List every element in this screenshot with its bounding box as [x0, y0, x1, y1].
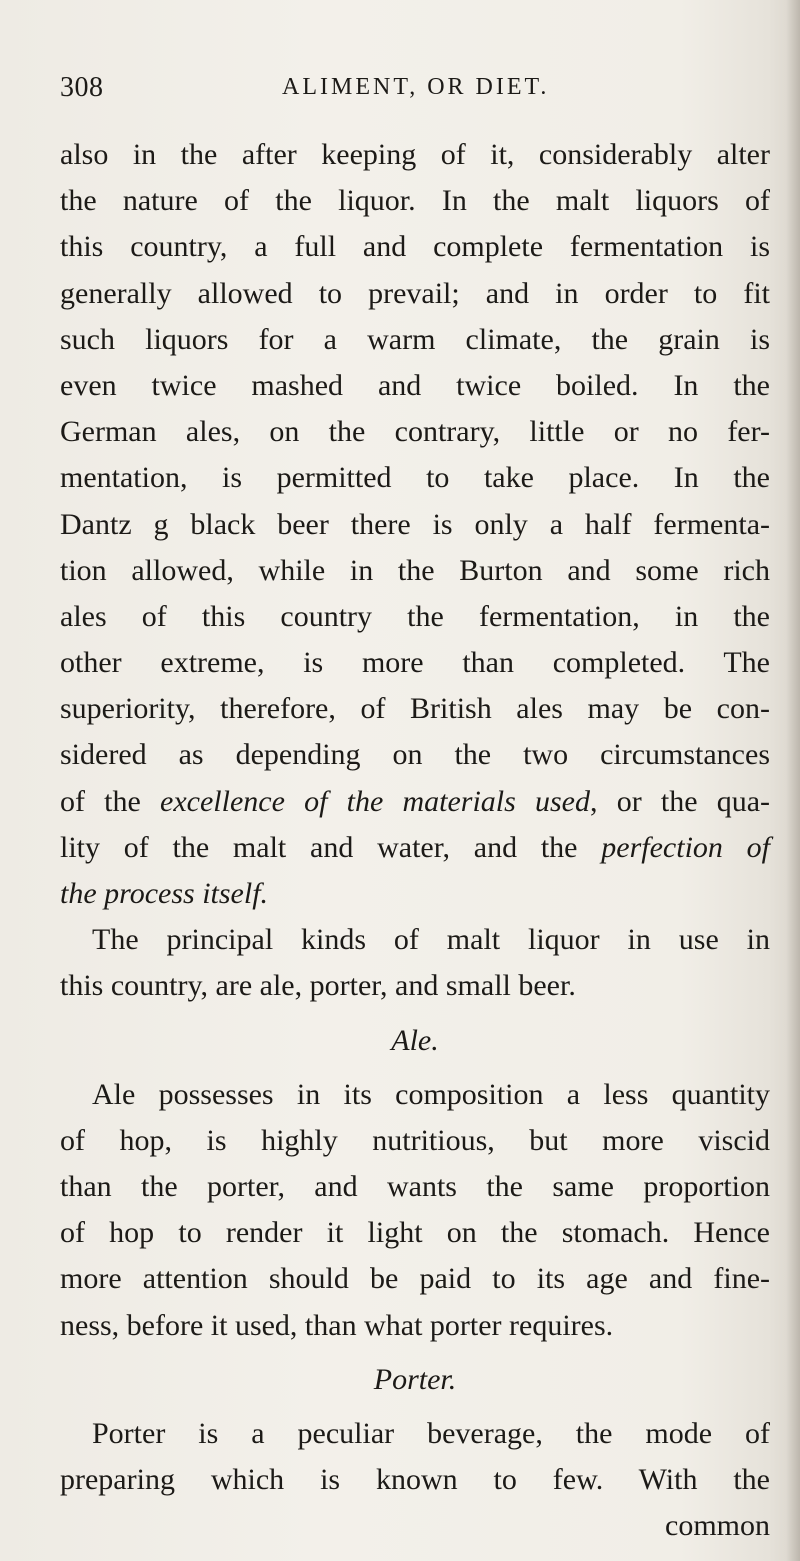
- text-line: Porter is a peculiar beverage, the mode of: [92, 1416, 770, 1450]
- italic-phrase: excellence of the materials used: [160, 784, 590, 818]
- text-line: superiority, therefore, of British ales may be con-: [60, 692, 770, 726]
- body-text: [60, 132, 770, 1549]
- catchword: common: [665, 1509, 770, 1543]
- text-line: mentation, is permitted to take place. In the: [60, 461, 770, 495]
- text-line: ness, before it used, than what porter requires.: [60, 1308, 614, 1342]
- italic-phrase: perfection of: [601, 830, 771, 864]
- text-line: [60, 825, 770, 871]
- text-line: than the porter, and wants the same proportion: [60, 1169, 770, 1203]
- text-line: Dantz g black beer there is only a half fermenta-: [60, 507, 770, 541]
- running-head: ALIMENT, OR DIET.: [282, 74, 550, 100]
- text-line: other extreme, is more than completed. The: [60, 646, 770, 680]
- text-line: Ale possesses in its composition a less quantity: [92, 1077, 770, 1111]
- text-line: this country, a full and complete fermentation is: [60, 230, 770, 264]
- text-fragment: lity of the malt and water, and the: [60, 830, 578, 864]
- section-heading-porter: Porter.: [373, 1362, 457, 1396]
- text-line: ales of this country the fermentation, in the: [60, 599, 770, 633]
- text-line: more attention should be paid to its age and fine-: [60, 1262, 770, 1296]
- text-line: sidered as depending on the two circumstances: [60, 738, 770, 772]
- text-line: The principal kinds of malt liquor in use in: [92, 923, 770, 957]
- text-line: [60, 779, 770, 825]
- text-line: preparing which is known to few. With the: [60, 1462, 770, 1496]
- text-line: [60, 871, 770, 917]
- text-line: even twice mashed and twice boiled. In the: [60, 368, 770, 402]
- text-line: of hop to render it light on the stomach. Hence: [60, 1216, 770, 1250]
- text-line: the nature of the liquor. In the malt liquors of: [60, 184, 770, 218]
- text-line: generally allowed to prevail; and in order to fit: [60, 276, 770, 310]
- text-line: tion allowed, while in the Burton and some rich: [60, 553, 770, 587]
- text-fragment: , or the qua-: [590, 784, 771, 818]
- text-line: German ales, on the contrary, little or no fer-: [60, 415, 770, 449]
- text-line: this country, are ale, porter, and small beer.: [60, 969, 576, 1003]
- page-edge-shadow: [786, 0, 800, 1561]
- page-number: 308: [60, 72, 104, 103]
- text-line: such liquors for a warm climate, the grain is: [60, 322, 770, 356]
- text-line: also in the after keeping of it, considerably alter: [60, 138, 770, 171]
- text-line: of hop, is highly nutritious, but more viscid: [60, 1123, 770, 1157]
- text-fragment: of the: [60, 784, 141, 818]
- section-heading-ale: Ale.: [391, 1023, 439, 1057]
- italic-phrase: the process itself.: [60, 877, 269, 910]
- page-header: [60, 72, 760, 112]
